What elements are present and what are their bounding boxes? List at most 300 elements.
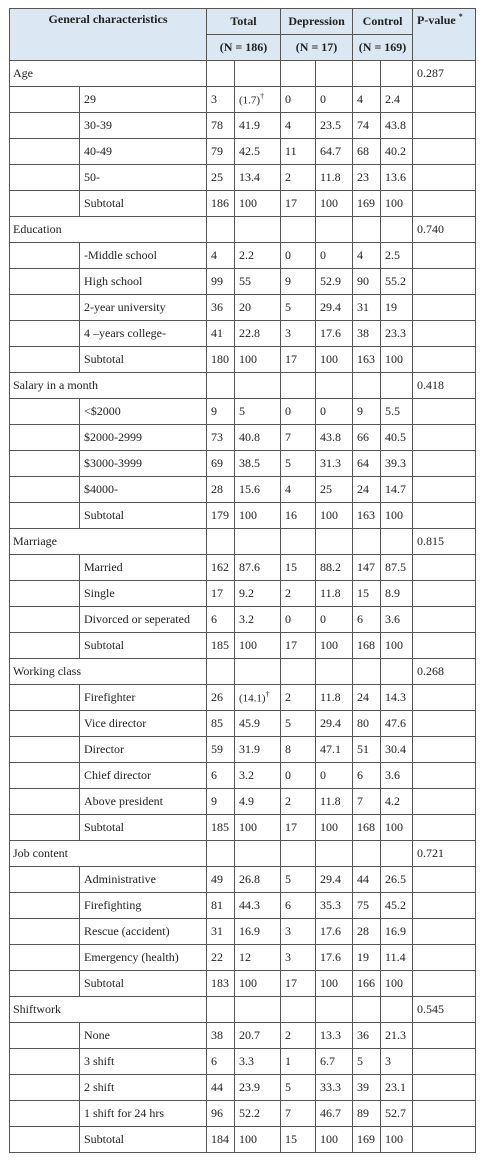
depression-n: 2 bbox=[281, 789, 316, 815]
empty-cell bbox=[316, 841, 353, 867]
depression-pct: 17.6 bbox=[316, 321, 353, 347]
control-n: 4 bbox=[353, 243, 381, 269]
empty-cell bbox=[413, 737, 476, 763]
depression-n: 5 bbox=[281, 451, 316, 477]
header-control: Control bbox=[353, 9, 413, 35]
table-row bbox=[10, 711, 476, 737]
depression-n: 15 bbox=[281, 1127, 316, 1153]
control-pct: 52.7 bbox=[381, 1101, 413, 1127]
total-pct-value: (14.1) bbox=[239, 692, 266, 705]
control-n: 23 bbox=[353, 165, 381, 191]
control-pct: 21.3 bbox=[381, 1023, 413, 1049]
depression-pct: 17.6 bbox=[316, 919, 353, 945]
row-label: 29 bbox=[80, 87, 207, 113]
depression-pct: 11.8 bbox=[316, 581, 353, 607]
empty-cell bbox=[207, 217, 235, 243]
total-pct: 45.9 bbox=[235, 711, 281, 737]
total-pct: 31.9 bbox=[235, 737, 281, 763]
total-pct: 100 bbox=[235, 191, 281, 217]
control-n: 163 bbox=[353, 503, 381, 529]
depression-pct: 11.8 bbox=[316, 165, 353, 191]
empty-cell bbox=[207, 841, 235, 867]
total-n: 28 bbox=[207, 477, 235, 503]
control-pct: 100 bbox=[381, 503, 413, 529]
depression-n: 17 bbox=[281, 971, 316, 997]
depression-pct: 64.7 bbox=[316, 139, 353, 165]
empty-cell bbox=[353, 997, 381, 1023]
total-pct: 2.2 bbox=[235, 243, 281, 269]
table-row bbox=[10, 1023, 476, 1049]
table-row bbox=[10, 451, 476, 477]
empty-cell bbox=[413, 243, 476, 269]
empty-cell bbox=[413, 893, 476, 919]
row-label: $4000- bbox=[80, 477, 207, 503]
indent-cell bbox=[10, 711, 80, 737]
control-n: 66 bbox=[353, 425, 381, 451]
empty-cell bbox=[413, 1049, 476, 1075]
total-n: 49 bbox=[207, 867, 235, 893]
empty-cell bbox=[235, 529, 281, 555]
total-pct: 100 bbox=[235, 815, 281, 841]
control-n: 147 bbox=[353, 555, 381, 581]
empty-cell bbox=[353, 841, 381, 867]
total-n: 185 bbox=[207, 633, 235, 659]
control-pct: 19 bbox=[381, 295, 413, 321]
empty-cell bbox=[413, 867, 476, 893]
control-pct: 55.2 bbox=[381, 269, 413, 295]
row-label: Subtotal bbox=[80, 191, 207, 217]
depression-pct: 33.3 bbox=[316, 1075, 353, 1101]
depression-n: 11 bbox=[281, 139, 316, 165]
depression-n: 0 bbox=[281, 243, 316, 269]
row-label: 1 shift for 24 hrs bbox=[80, 1101, 207, 1127]
empty-cell bbox=[316, 529, 353, 555]
total-pct: 41.9 bbox=[235, 113, 281, 139]
row-label: 40-49 bbox=[80, 139, 207, 165]
total-pct bbox=[235, 87, 281, 113]
indent-cell bbox=[10, 737, 80, 763]
header-p-value bbox=[413, 9, 476, 61]
category-row bbox=[10, 659, 476, 685]
header-total: Total bbox=[207, 9, 281, 35]
row-label: Subtotal bbox=[80, 971, 207, 997]
row-label: 2 shift bbox=[80, 1075, 207, 1101]
empty-cell bbox=[281, 217, 316, 243]
control-n: 51 bbox=[353, 737, 381, 763]
total-n: 78 bbox=[207, 113, 235, 139]
indent-cell bbox=[10, 815, 80, 841]
total-n: 9 bbox=[207, 399, 235, 425]
row-label: Firefighter bbox=[80, 685, 207, 711]
control-n: 168 bbox=[353, 633, 381, 659]
empty-cell bbox=[413, 321, 476, 347]
depression-n: 0 bbox=[281, 607, 316, 633]
depression-n: 5 bbox=[281, 867, 316, 893]
total-n: 69 bbox=[207, 451, 235, 477]
control-n: 36 bbox=[353, 1023, 381, 1049]
total-n: 96 bbox=[207, 1101, 235, 1127]
depression-n: 3 bbox=[281, 321, 316, 347]
empty-cell bbox=[316, 217, 353, 243]
total-n: 99 bbox=[207, 269, 235, 295]
depression-n: 17 bbox=[281, 347, 316, 373]
depression-n: 4 bbox=[281, 113, 316, 139]
empty-cell bbox=[381, 217, 413, 243]
total-n: 185 bbox=[207, 815, 235, 841]
depression-n: 7 bbox=[281, 425, 316, 451]
empty-cell bbox=[235, 997, 281, 1023]
control-n: 168 bbox=[353, 815, 381, 841]
depression-n: 0 bbox=[281, 399, 316, 425]
empty-cell bbox=[413, 113, 476, 139]
depression-pct: 0 bbox=[316, 243, 353, 269]
total-n: 179 bbox=[207, 503, 235, 529]
table-row bbox=[10, 555, 476, 581]
total-pct: 40.8 bbox=[235, 425, 281, 451]
empty-cell bbox=[207, 61, 235, 87]
row-label: Subtotal bbox=[80, 633, 207, 659]
control-n: 24 bbox=[353, 685, 381, 711]
empty-cell bbox=[413, 711, 476, 737]
control-pct: 100 bbox=[381, 971, 413, 997]
empty-cell bbox=[353, 373, 381, 399]
header-p-value-label: P-value bbox=[417, 13, 456, 27]
control-n: 19 bbox=[353, 945, 381, 971]
indent-cell bbox=[10, 1101, 80, 1127]
row-label: High school bbox=[80, 269, 207, 295]
total-n: 17 bbox=[207, 581, 235, 607]
control-n: 9 bbox=[353, 399, 381, 425]
category-row bbox=[10, 997, 476, 1023]
table-row bbox=[10, 1049, 476, 1075]
depression-n: 17 bbox=[281, 633, 316, 659]
total-pct bbox=[235, 685, 281, 711]
total-pct: 3.2 bbox=[235, 763, 281, 789]
total-pct: 100 bbox=[235, 971, 281, 997]
control-n: 89 bbox=[353, 1101, 381, 1127]
row-label: -Middle school bbox=[80, 243, 207, 269]
empty-cell bbox=[413, 789, 476, 815]
empty-cell bbox=[413, 191, 476, 217]
row-label: Firefighting bbox=[80, 893, 207, 919]
control-pct: 14.7 bbox=[381, 477, 413, 503]
indent-cell bbox=[10, 1075, 80, 1101]
empty-cell bbox=[353, 529, 381, 555]
control-n: 68 bbox=[353, 139, 381, 165]
indent-cell bbox=[10, 763, 80, 789]
header-row bbox=[10, 9, 476, 35]
control-pct: 100 bbox=[381, 191, 413, 217]
empty-cell bbox=[353, 217, 381, 243]
table-row bbox=[10, 1127, 476, 1153]
table-row bbox=[10, 243, 476, 269]
category-label: Job content bbox=[10, 841, 207, 867]
empty-cell bbox=[413, 633, 476, 659]
depression-pct: 25 bbox=[316, 477, 353, 503]
row-label: Divorced or seperated bbox=[80, 607, 207, 633]
indent-cell bbox=[10, 1049, 80, 1075]
control-pct: 11.4 bbox=[381, 945, 413, 971]
p-value: 0.418 bbox=[413, 373, 476, 399]
empty-cell bbox=[281, 61, 316, 87]
indent-cell bbox=[10, 945, 80, 971]
indent-cell bbox=[10, 113, 80, 139]
indent-cell bbox=[10, 87, 80, 113]
depression-pct: 0 bbox=[316, 87, 353, 113]
total-pct: 100 bbox=[235, 503, 281, 529]
depression-pct: 0 bbox=[316, 763, 353, 789]
indent-cell bbox=[10, 191, 80, 217]
table-row bbox=[10, 763, 476, 789]
indent-cell bbox=[10, 581, 80, 607]
total-n: 44 bbox=[207, 1075, 235, 1101]
depression-pct: 100 bbox=[316, 971, 353, 997]
empty-cell bbox=[207, 659, 235, 685]
empty-cell bbox=[413, 399, 476, 425]
total-n: 162 bbox=[207, 555, 235, 581]
control-n: 169 bbox=[353, 191, 381, 217]
total-pct: 20 bbox=[235, 295, 281, 321]
empty-cell bbox=[413, 503, 476, 529]
control-pct: 100 bbox=[381, 1127, 413, 1153]
characteristics-table bbox=[9, 8, 476, 1153]
control-n: 38 bbox=[353, 321, 381, 347]
empty-cell bbox=[413, 607, 476, 633]
total-n: 81 bbox=[207, 893, 235, 919]
empty-cell bbox=[413, 1101, 476, 1127]
depression-pct: 100 bbox=[316, 347, 353, 373]
row-label: Rescue (accident) bbox=[80, 919, 207, 945]
total-n: 38 bbox=[207, 1023, 235, 1049]
empty-cell bbox=[413, 1075, 476, 1101]
empty-cell bbox=[413, 1023, 476, 1049]
table-row bbox=[10, 633, 476, 659]
total-n: 26 bbox=[207, 685, 235, 711]
indent-cell bbox=[10, 971, 80, 997]
control-pct: 87.5 bbox=[381, 555, 413, 581]
control-n: 4 bbox=[353, 87, 381, 113]
total-pct: 52.2 bbox=[235, 1101, 281, 1127]
empty-cell bbox=[381, 373, 413, 399]
header-control-n: (N = 169) bbox=[353, 35, 413, 61]
empty-cell bbox=[413, 581, 476, 607]
total-pct: 22.8 bbox=[235, 321, 281, 347]
total-pct-value: (1.7) bbox=[239, 94, 261, 107]
indent-cell bbox=[10, 1023, 80, 1049]
depression-pct: 100 bbox=[316, 815, 353, 841]
control-pct: 3 bbox=[381, 1049, 413, 1075]
empty-cell bbox=[413, 763, 476, 789]
total-pct: 9.2 bbox=[235, 581, 281, 607]
total-pct: 5 bbox=[235, 399, 281, 425]
depression-n: 8 bbox=[281, 737, 316, 763]
table-row bbox=[10, 399, 476, 425]
control-n: 44 bbox=[353, 867, 381, 893]
table-row bbox=[10, 113, 476, 139]
category-label: Shiftwork bbox=[10, 997, 207, 1023]
empty-cell bbox=[413, 919, 476, 945]
total-pct: 44.3 bbox=[235, 893, 281, 919]
depression-pct: 0 bbox=[316, 607, 353, 633]
empty-cell bbox=[235, 217, 281, 243]
empty-cell bbox=[281, 529, 316, 555]
row-label: Emergency (health) bbox=[80, 945, 207, 971]
table-row bbox=[10, 919, 476, 945]
control-pct: 3.6 bbox=[381, 763, 413, 789]
indent-cell bbox=[10, 919, 80, 945]
control-n: 6 bbox=[353, 607, 381, 633]
total-n: 9 bbox=[207, 789, 235, 815]
control-n: 6 bbox=[353, 763, 381, 789]
indent-cell bbox=[10, 243, 80, 269]
empty-cell bbox=[281, 659, 316, 685]
row-label: Married bbox=[80, 555, 207, 581]
empty-cell bbox=[413, 347, 476, 373]
total-pct: 23.9 bbox=[235, 1075, 281, 1101]
depression-pct: 100 bbox=[316, 191, 353, 217]
header-general-characteristics: General characteristics bbox=[10, 9, 207, 61]
header-depression: Depression bbox=[281, 9, 353, 35]
depression-n: 15 bbox=[281, 555, 316, 581]
table-row bbox=[10, 971, 476, 997]
empty-cell bbox=[413, 165, 476, 191]
depression-n: 3 bbox=[281, 945, 316, 971]
total-n: 3 bbox=[207, 87, 235, 113]
empty-cell bbox=[235, 61, 281, 87]
depression-pct: 100 bbox=[316, 633, 353, 659]
control-n: 15 bbox=[353, 581, 381, 607]
empty-cell bbox=[413, 1127, 476, 1153]
table-row bbox=[10, 321, 476, 347]
table-row bbox=[10, 945, 476, 971]
empty-cell bbox=[381, 529, 413, 555]
control-n: 74 bbox=[353, 113, 381, 139]
empty-cell bbox=[413, 815, 476, 841]
control-pct: 39.3 bbox=[381, 451, 413, 477]
depression-pct: 29.4 bbox=[316, 295, 353, 321]
control-pct: 16.9 bbox=[381, 919, 413, 945]
total-n: 4 bbox=[207, 243, 235, 269]
control-n: 90 bbox=[353, 269, 381, 295]
row-label: Administrative bbox=[80, 867, 207, 893]
depression-pct: 88.2 bbox=[316, 555, 353, 581]
total-n: 6 bbox=[207, 607, 235, 633]
empty-cell bbox=[413, 295, 476, 321]
total-pct: 12 bbox=[235, 945, 281, 971]
control-n: 31 bbox=[353, 295, 381, 321]
indent-cell bbox=[10, 633, 80, 659]
control-pct: 8.9 bbox=[381, 581, 413, 607]
control-n: 169 bbox=[353, 1127, 381, 1153]
row-label: Vice director bbox=[80, 711, 207, 737]
empty-cell bbox=[316, 997, 353, 1023]
total-pct: 38.5 bbox=[235, 451, 281, 477]
row-label: 2-year university bbox=[80, 295, 207, 321]
category-row bbox=[10, 841, 476, 867]
empty-cell bbox=[381, 659, 413, 685]
row-label: $2000-2999 bbox=[80, 425, 207, 451]
total-pct: 100 bbox=[235, 1127, 281, 1153]
depression-n: 1 bbox=[281, 1049, 316, 1075]
empty-cell bbox=[413, 555, 476, 581]
empty-cell bbox=[316, 61, 353, 87]
depression-pct: 29.4 bbox=[316, 711, 353, 737]
control-pct: 45.2 bbox=[381, 893, 413, 919]
header-total-n: (N = 186) bbox=[207, 35, 281, 61]
total-n: 36 bbox=[207, 295, 235, 321]
table-row bbox=[10, 737, 476, 763]
control-pct: 3.6 bbox=[381, 607, 413, 633]
category-label: Age bbox=[10, 61, 207, 87]
empty-cell bbox=[235, 373, 281, 399]
control-n: 39 bbox=[353, 1075, 381, 1101]
control-n: 7 bbox=[353, 789, 381, 815]
total-n: 79 bbox=[207, 139, 235, 165]
depression-pct: 23.5 bbox=[316, 113, 353, 139]
control-pct: 14.3 bbox=[381, 685, 413, 711]
indent-cell bbox=[10, 789, 80, 815]
p-value: 0.268 bbox=[413, 659, 476, 685]
table-row bbox=[10, 607, 476, 633]
control-pct: 2.4 bbox=[381, 87, 413, 113]
total-pct: 15.6 bbox=[235, 477, 281, 503]
depression-n: 2 bbox=[281, 581, 316, 607]
control-n: 80 bbox=[353, 711, 381, 737]
table-row bbox=[10, 425, 476, 451]
table-row bbox=[10, 191, 476, 217]
table-row bbox=[10, 87, 476, 113]
indent-cell bbox=[10, 425, 80, 451]
header-depression-n: (N = 17) bbox=[281, 35, 353, 61]
depression-n: 2 bbox=[281, 165, 316, 191]
control-n: 24 bbox=[353, 477, 381, 503]
row-label: Subtotal bbox=[80, 815, 207, 841]
empty-cell bbox=[207, 997, 235, 1023]
indent-cell bbox=[10, 607, 80, 633]
total-pct: 26.8 bbox=[235, 867, 281, 893]
total-pct: 42.5 bbox=[235, 139, 281, 165]
depression-n: 17 bbox=[281, 815, 316, 841]
depression-n: 6 bbox=[281, 893, 316, 919]
table-body bbox=[10, 61, 476, 1153]
depression-pct: 100 bbox=[316, 503, 353, 529]
control-pct: 40.5 bbox=[381, 425, 413, 451]
indent-cell bbox=[10, 399, 80, 425]
control-pct: 4.2 bbox=[381, 789, 413, 815]
depression-pct: 35.3 bbox=[316, 893, 353, 919]
total-n: 180 bbox=[207, 347, 235, 373]
p-value: 0.740 bbox=[413, 217, 476, 243]
empty-cell bbox=[381, 61, 413, 87]
row-label: None bbox=[80, 1023, 207, 1049]
p-value: 0.287 bbox=[413, 61, 476, 87]
indent-cell bbox=[10, 477, 80, 503]
control-pct: 23.1 bbox=[381, 1075, 413, 1101]
table-row bbox=[10, 789, 476, 815]
depression-n: 2 bbox=[281, 685, 316, 711]
table-row bbox=[10, 1075, 476, 1101]
total-pct: 13.4 bbox=[235, 165, 281, 191]
control-pct: 100 bbox=[381, 815, 413, 841]
category-row bbox=[10, 529, 476, 555]
depression-n: 17 bbox=[281, 191, 316, 217]
total-n: 59 bbox=[207, 737, 235, 763]
empty-cell bbox=[381, 841, 413, 867]
control-pct: 43.8 bbox=[381, 113, 413, 139]
depression-n: 2 bbox=[281, 1023, 316, 1049]
row-label: 3 shift bbox=[80, 1049, 207, 1075]
control-pct: 2.5 bbox=[381, 243, 413, 269]
